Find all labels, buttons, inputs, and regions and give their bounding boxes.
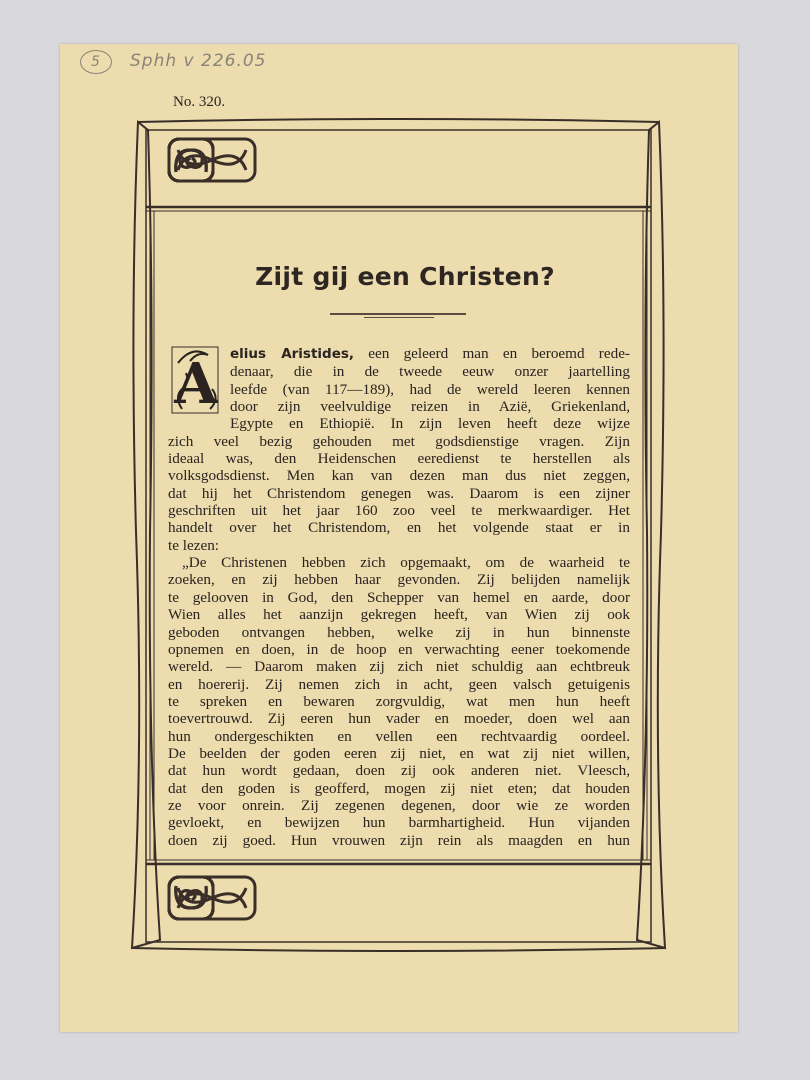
text-line: te lezen:	[168, 536, 220, 554]
text-line: geschriften uit het jaar 160 zoo veel te merkwaardiger. Het	[168, 502, 630, 520]
title-rule	[330, 313, 466, 315]
text-line: ze voor onrein. Zij zegenen degenen, door wie ze worden	[168, 796, 630, 814]
drop-cap-letter: A	[174, 351, 218, 417]
text-line: leefde (van 117—189), had de wereld leeren kennen	[230, 380, 630, 398]
text-line: hun ondergeschikten en vellen een rechtvaardig oordeel.	[168, 727, 630, 745]
text-line: denaar, die in de tweede eeuw onzer jaartelling	[230, 363, 630, 381]
handwritten-note	[80, 50, 266, 74]
bottom-ornament-band	[166, 874, 631, 934]
pencil-signature: Sphh v 226.05	[130, 51, 267, 71]
text-line: Egypte en Ethiopië. In zijn leven heeft deze wijze	[230, 415, 630, 433]
text-line: volksgodsdienst. Men kan van dezen man dus niet zeggen,	[168, 467, 630, 485]
page-title: Zijt gij een Christen?	[255, 262, 555, 291]
text-line: dat hun wordt gedaan, doen zij ook anderen niet. Vleesch,	[168, 762, 630, 780]
text-line: te spreken en bewaren zorgvuldig, wat men hun heeft	[168, 692, 630, 710]
circled-number: 5	[80, 50, 112, 74]
text-line: „De Christenen hebben zich opgemaakt, om de waarheid te	[182, 554, 630, 572]
text-line: dat den goden is geofferd, mogen zij niet eten; dat houden	[168, 779, 630, 797]
text-line: De beelden der goden eeren zij niet, en wat zij niet willen,	[168, 744, 630, 762]
ornament-icon	[166, 874, 216, 922]
text-line: geboden ontvangen hebben, welke zij in hun binnenste	[168, 623, 630, 641]
top-ornament-band	[166, 136, 631, 196]
text-line: handelt over het Christendom, en het volgende staat er in	[168, 519, 630, 537]
text-line: zich veel bezig gehouden met godsdienstige vragen. Zijn	[168, 432, 630, 450]
text-line: toevertrouwd. Zij eeren hun vader en moeder, doen wel aan	[168, 710, 630, 728]
ornament-icon	[166, 136, 216, 184]
tract-number: No. 320.	[173, 94, 226, 110]
text-line: wereld. — Daarom maken zij zich niet schuldig aan echtbreuk	[168, 658, 630, 676]
text-line: te gelooven in God, den Schepper van hemel en aarde, door	[168, 588, 630, 606]
title-rule-short	[364, 317, 434, 318]
text-line: opnemen en doen, in de hoop en verwachting eener toekomende	[168, 640, 630, 658]
lead-name: elius Aristides,	[230, 346, 355, 362]
text-line: gevloekt, en bewijzen hun barmhartigheid. Hun vijanden	[168, 814, 630, 832]
text-line: en hoererij. Zij nemen zich in acht, geen valsch getuigenis	[168, 675, 630, 693]
text-line: zoeken, en zij hebben haar gevonden. Zij belijden namelijk	[168, 571, 630, 589]
body-text	[168, 345, 630, 849]
text-line: door zijn veelvuldige reizen in Azië, Griekenland,	[230, 398, 630, 416]
text-line: Wien alles het aanzijn gekregen heeft, van Wien zij ook	[168, 606, 630, 624]
text-line: doen zij goed. Hun vrouwen zijn rein als maagden en hun	[168, 831, 630, 849]
text-line: elius Aristides, een geleerd man en beroemd rede-	[230, 345, 630, 362]
text-line: ideaal was, den Heidenschen eeredienst te herstellen als	[168, 450, 630, 468]
text-line: dat hij het Christendom genegen was. Daarom is een zijner	[168, 484, 630, 502]
